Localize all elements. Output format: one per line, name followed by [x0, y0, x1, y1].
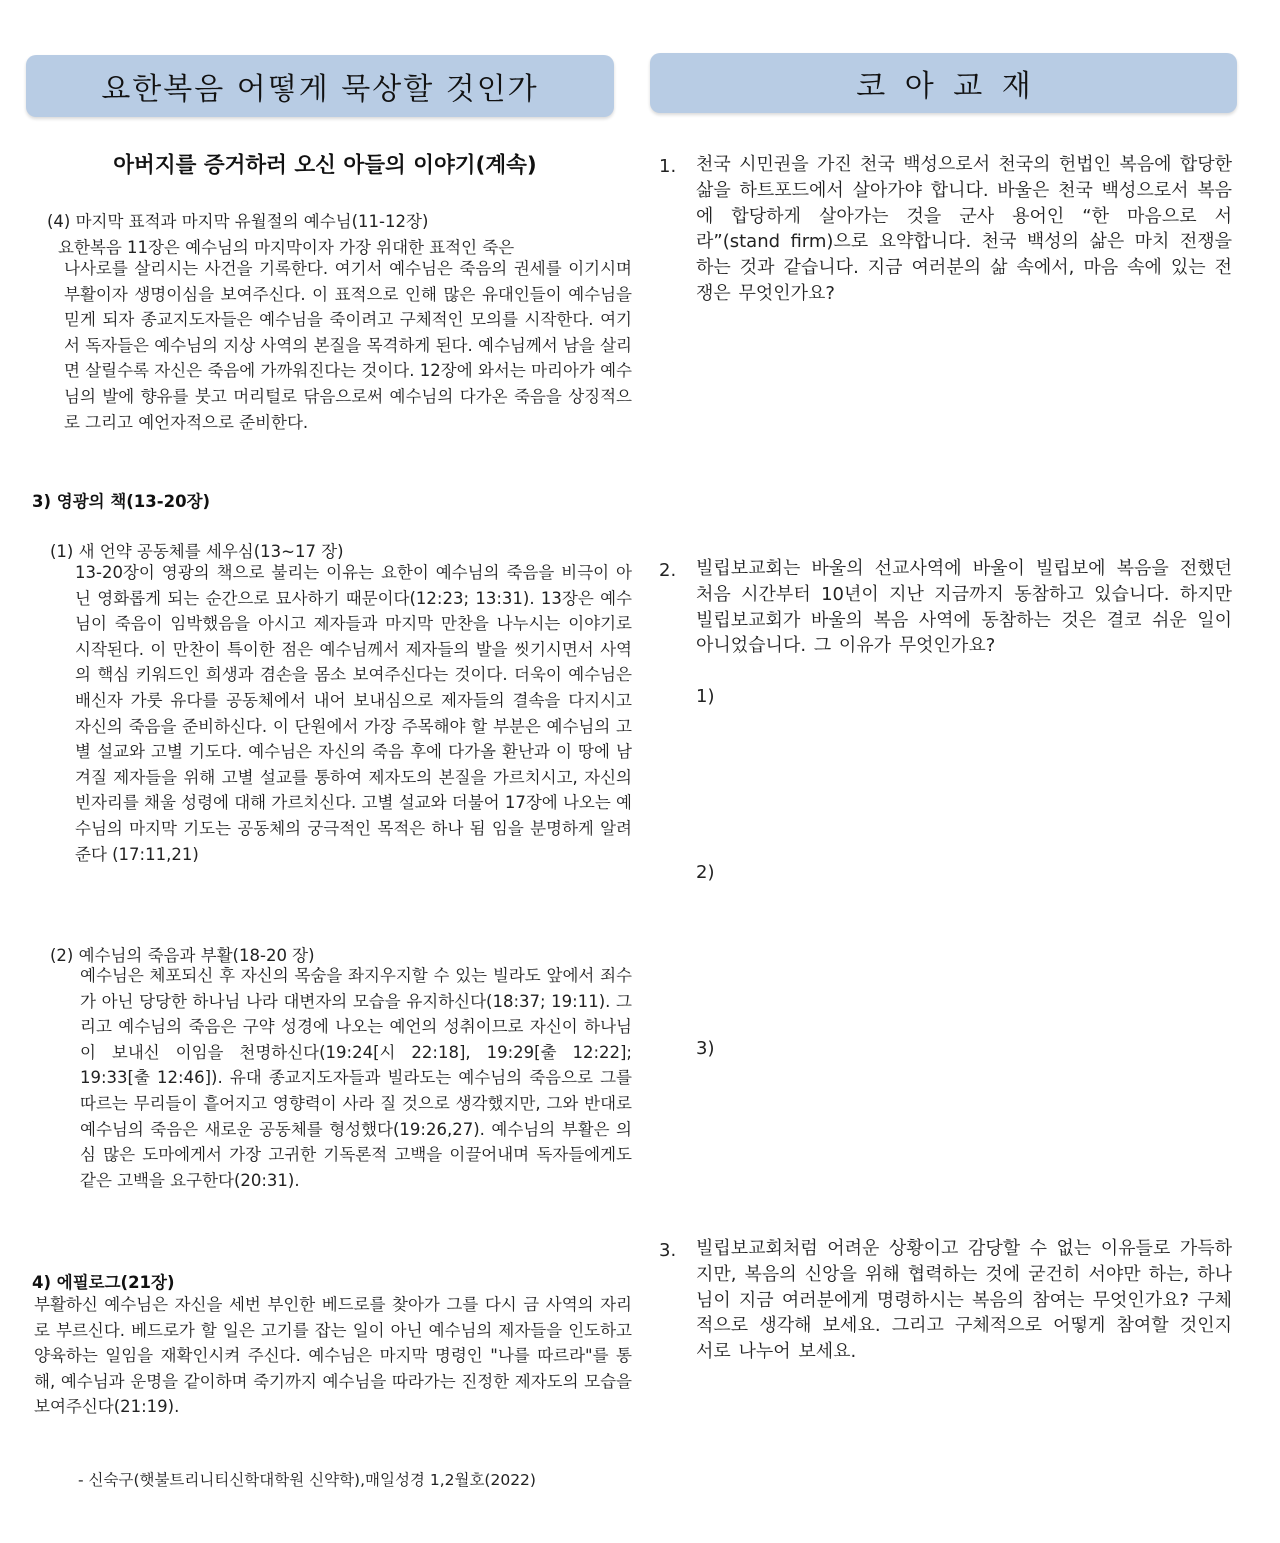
right-header-title: 코 아 교 재: [650, 53, 1237, 113]
part4-body: 나사로를 살리시는 사건을 기록한다. 여기서 예수님은 죽음의 권세를 이기시며 부활이자 생명이심을 보여주신다. 이 표적으로 인해 많은 유대인들이 예수님을 믿게 되자 종교지도자들은 예수님을 죽이려고 구체적인 모의를 시작한다. 여기서 독자들은 예수님의 지상 사역의 본질을 목격하게 된다. 예수님께서 남을 살리면 살릴수록 자신은 죽음에 가까워진다는 것이다. 12장에 와서는 마리아가 예수님의 발에 향유를 붓고 머리털로 닦음으로써 예수님의 다가온 죽음을 상징적으로 그리고 예언자적으로 준비한다.: [64, 259, 632, 432]
citation: - 신숙구(햇불트리니티신학대학원 신약학),매일성경 1,2월호(2022): [78, 1471, 536, 1489]
question-1-number: 1.: [659, 156, 677, 177]
section3-sub1-body: 13-20장이 영광의 책으로 불리는 이유는 요한이 예수님의 죽음을 비극이 아닌 영화롭게 되는 순간으로 묘사하기 때문이다(12:23; 13:31). 13장은 예수님이 죽음이 임박했음을 아시고 제자들과 마지막 만찬을 나누시는 이야기로 시작된다. 이 만찬이 특이한 점은 예수님께서 제자들의 발을 씻기시면서 사역의 핵심 키워드인 희생과 겸손을 몸소 보여주신다는 것이다. 더욱이 예수님은 배신자 가룻 유다를 공동체에서 내어 보내심으로 제자들의 결속을 다지시고 자신의 죽음을 준비하신다. 이 단원에서 가장 주목해야 할 부분은 예수님의 고별 설교와 고별 기도다. 예수님은 자신의 죽음 후에 다가올 환난과 이 땅에 남겨질 제자들을 위해 고별 설교를 통하여 제자도의 본질을 가르치시고, 자신의 빈자리를 채울 성령에 대해 가르치신다. 고별 설교와 더불어 17장에 나오는 예수님의 마지막 기도는 공동체의 궁극적인 목적은 하나 됨 임을 분명하게 알려 준다 (17:11,21): [75, 563, 632, 864]
section4-heading: 4) 에필로그(21장): [32, 1273, 175, 1292]
section4-body: 부활하신 예수님은 자신을 세번 부인한 베드로를 찾아가 그를 다시 금 사역의 자리로 부르신다. 베드로가 할 일은 고기를 잡는 일이 아닌 예수님의 제자들을 인도하고 양육하는 일임을 재확인시켜 주신다. 예수님은 마지막 명령인 "나를 따르라"를 통해, 예수님과 운명을 같이하며 죽기까지 예수님을 따라가는 진정한 제자도의 모습을 보여주신다(21:19).: [34, 1295, 632, 1417]
question-2-item-1: 1): [696, 686, 715, 707]
question-2-item-2: 2): [696, 862, 715, 883]
question-2-number: 2.: [659, 560, 677, 581]
question-2-item-3: 3): [696, 1038, 715, 1059]
question-1-text: 천국 시민권을 가진 천국 백성으로서 천국의 헌법인 복음에 합당한 삶을 하트포드에서 살아가야 합니다. 바울은 천국 백성으로서 복음에 합당하게 살아가는 것을 군사 용어인 “한 마음으로 서라”(stand firm)으로 요약합니다. 천국 백성의 삶은 마치 전쟁을 하는 것과 같습니다. 지금 여러분의 삶 속에서, 마음 속에 있는 전쟁은 무엇인가요?: [696, 154, 1232, 304]
left-header-title: 요한복음 어떻게 묵상할 것인가: [26, 55, 614, 117]
section3-sub2-heading: (2) 예수님의 죽음과 부활(18-20 장): [50, 946, 315, 965]
part4-first-line: 요한복음 11장은 예수님의 마지막이자 가장 위대한 표적인 죽은: [58, 238, 515, 257]
section3-heading: 3) 영광의 책(13-20장): [32, 492, 211, 511]
question-2-text: 빌립보교회는 바울의 선교사역에 바울이 빌립보에 복음을 전했던 처음 시간부터 10년이 지난 지금까지 동참하고 있습니다. 하지만 빌립보교회가 바울의 복음 사역에 동참하는 것은 결코 쉬운 일이 아니었습니다. 그 이유가 무엇인가요?: [696, 558, 1232, 657]
question-3-number: 3.: [659, 1240, 677, 1261]
part4-heading: (4) 마지막 표적과 마지막 유월절의 예수님(11-12장): [47, 212, 429, 231]
section3-sub1-heading: (1) 새 언약 공동체를 세우심(13~17 장): [50, 542, 344, 561]
question-3-text: 빌립보교회처럼 어려운 상황이고 감당할 수 없는 이유들로 가득하지만, 복음의 신앙을 위해 협력하는 것에 굳건히 서야만 하는, 하나님이 지금 여러분에게 명령하시는 복음의 참여는 무엇인가요? 구체적으로 생각해 보세요. 그리고 구체적으로 어떻게 참여할 것인지 서로 나누어 보세요.: [696, 1238, 1232, 1363]
left-subtitle: 아버지를 증거하러 오신 아들의 이야기(계속): [113, 153, 537, 178]
section3-sub2-body: 예수님은 체포되신 후 자신의 목숨을 좌지우지할 수 있는 빌라도 앞에서 죄수가 아닌 당당한 하나님 나라 대변자의 모습을 유지하신다(18:37; 19:11). 그리고 예수님의 죽음은 구약 성경에 나오는 예언의 성취이므로 자신이 하나님이 보내신 이임을 천명하신다(19:24[시 22:18], 19:29[출 12:22]; 19:33[출 12:46]). 유대 종교지도자들과 빌라도는 예수님의 죽음으로 그를 따르는 무리들이 흩어지고 영향력이 사라 질 것으로 생각했지만, 그와 반대로 예수님의 죽음은 새로운 공동체를 형성했다(19:26,27). 예수님의 부활은 의심 많은 도마에게서 가장 고귀한 기독론적 고백을 이끌어내며 독자들에게도 같은 고백을 요구한다(20:31).: [80, 966, 632, 1190]
